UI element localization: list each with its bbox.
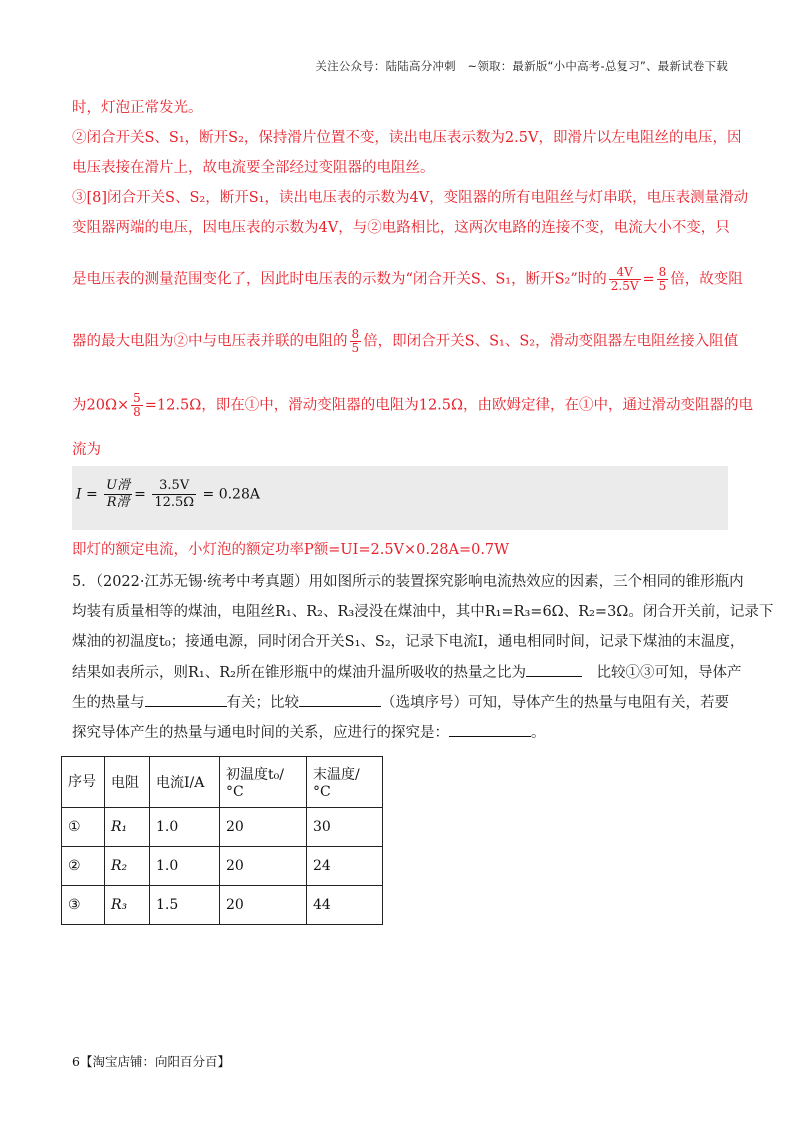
answer-blank-time-experiment[interactable] [449, 722, 531, 737]
table-header-row [62, 757, 383, 808]
table-cell: 20 [220, 847, 307, 886]
table-cell: 30 [307, 808, 383, 847]
fraction-5-over-8 [131, 392, 143, 419]
fraction-denominator: 5 [351, 341, 360, 355]
answer-line-6-text-b: 倍，故变阻 [670, 271, 743, 288]
answer-blank-heat-factor[interactable] [145, 692, 227, 707]
table-cell: ② [62, 847, 105, 886]
answer-line-4: ③[8]闭合开关S、S₂，断开S₁，读出电压表的示数为4V，变阻器的所有电阻丝与灯串联，电压表测量滑动 [72, 190, 749, 206]
question-5-line-1: 5．（2022·江苏无锡·统考中考真题）用如图所示的装置探究影响电流热效应的因素，三个相同的锥形瓶内 [72, 574, 744, 590]
question-5-line-5 [72, 692, 729, 713]
question-5-line-3: 煤油的初温度t₀；接通电源，同时闭合开关S₁、S₂，记录下电流I，通电相同时间，记录下煤油的末温度， [72, 634, 745, 650]
table-header-cell: 电阻 [105, 757, 150, 808]
fraction-8-over-5 [350, 328, 362, 355]
table-cell: 44 [307, 886, 383, 925]
answer-line-7-text-a: 器的最大电阻为②中与电压表并联的电阻的 [72, 333, 348, 350]
fraction-denominator: 12.5Ω [154, 495, 195, 510]
answer-blank-heat-ratio[interactable] [526, 662, 582, 677]
equals-sign: = [134, 486, 146, 503]
fraction-denominator: 2.5V [610, 279, 639, 293]
fraction-numerator: 8 [351, 327, 360, 341]
answer-line-8-text-a: 为20Ω× [72, 397, 130, 414]
question-5-line-6-text-b: 。 [531, 725, 546, 741]
question-5-line-5-text-b: 有关；比较 [226, 695, 299, 711]
answer-blank-compare-numbers[interactable] [299, 692, 381, 707]
table-cell: 20 [220, 886, 307, 925]
answer-line-5: 变阻器两端的电压，因电压表的示数为4V，与②电路相比，这两次电路的连接不变，电流大小不变，只 [72, 220, 730, 236]
equals-sign: = [642, 271, 655, 288]
fraction-8-over-5 [657, 266, 669, 293]
answer-line-3: 电压表接在滑片上，故电流要全部经过变阻器的电阻丝。 [72, 160, 435, 176]
fraction-3.5v-over-12.5ohm [152, 478, 196, 511]
table-cell: R₂ [105, 847, 150, 886]
table-cell: 1.0 [150, 808, 220, 847]
answer-line-1: 时，灯泡正常发光。 [72, 100, 203, 116]
fraction-u-over-r [104, 478, 132, 511]
question-5-line-6 [72, 722, 546, 743]
question-5-line-4-text-a: 结果如表所示，则R₁、R₂所在锥形瓶中的煤油升温所吸收的热量之比为 [72, 665, 526, 681]
question-5-line-2: 均装有质量相等的煤油，电阻丝R₁、R₂、R₃浸没在煤油中，其中R₁=R₃=6Ω、R₂=3Ω。闭合开关前，记录下 [72, 604, 774, 620]
question-5-line-6-text-a: 探究导体产生的热量与通电时间的关系，应进行的探究是： [72, 725, 449, 741]
answer-line-2: ②闭合开关S、S₁，断开S₂，保持滑片位置不变，读出电压表示数为2.5V，即滑片以左电阻丝的电压，因 [72, 130, 742, 146]
table-cell: R₃ [105, 886, 150, 925]
question-5-line-5-text-a: 生的热量与 [72, 695, 145, 711]
question-5-line-5-text-c: （选填序号）可知，导体产生的热量与电阻有关，若要 [381, 695, 729, 711]
table-header-cell: 序号 [62, 757, 105, 808]
fraction-numerator: 5 [133, 391, 141, 405]
page-header: 关注公众号：陆陆高分冲刺 ~领取：最新版“小中高考-总复习”、最新试卷下载 [315, 59, 728, 73]
table-cell: 1.5 [150, 886, 220, 925]
fraction-denominator: 8 [133, 405, 141, 419]
fraction-numerator: 4V [609, 266, 641, 280]
table-cell: 20 [220, 808, 307, 847]
answer-line-8-text-b: =12.5Ω，即在①中，滑动变阻器的电阻为12.5Ω，由欧姆定律，在①中，通过滑动变阻器的电 [144, 397, 754, 414]
fraction-numerator: 8 [658, 265, 667, 279]
page-footer: 6【淘宝店铺：向阳百分百】 [72, 1054, 230, 1069]
table-row [62, 886, 383, 925]
table-header-cell: 电流I/A [150, 757, 220, 808]
answer-line-6 [72, 266, 743, 293]
fraction-denominator: 5 [658, 279, 667, 293]
fraction-4v-over-2.5v [609, 266, 641, 293]
table-cell: ③ [62, 886, 105, 925]
formula-current-symbol: I = [76, 486, 98, 503]
current-formula [76, 478, 260, 511]
results-table [61, 756, 383, 925]
question-5-line-4 [72, 662, 741, 683]
answer-line-10: 即灯的额定电流，小灯泡的额定功率P额=UI=2.5V×0.28A=0.7W [72, 542, 510, 558]
table-row [62, 808, 383, 847]
table-cell: R₁ [105, 808, 150, 847]
formula-result: = 0.28A [202, 486, 260, 503]
table-row [62, 847, 383, 886]
fraction-denominator: R滑 [106, 495, 130, 510]
table-header-cell: 初温度t₀/°C [220, 757, 307, 808]
answer-line-7 [72, 328, 738, 355]
answer-line-7-text-b: 倍，即闭合开关S、S₁、S₂，滑动变阻器左电阻丝接入阻值 [363, 333, 739, 350]
fraction-numerator: 3.5V [152, 478, 196, 495]
answer-line-6-text-a: 是电压表的测量范围变化了，因此时电压表的示数为“闭合开关S、S₁，断开S₂”时的 [72, 271, 607, 288]
question-5-line-4-text-b: 比较①③可知，导体产 [596, 665, 742, 681]
table-cell: ① [62, 808, 105, 847]
table-header-cell: 末温度/°C [307, 757, 383, 808]
table-cell: 24 [307, 847, 383, 886]
table-cell: 1.0 [150, 847, 220, 886]
answer-line-9: 流为 [72, 442, 101, 458]
fraction-numerator: U滑 [106, 478, 131, 493]
answer-line-8 [72, 392, 753, 419]
